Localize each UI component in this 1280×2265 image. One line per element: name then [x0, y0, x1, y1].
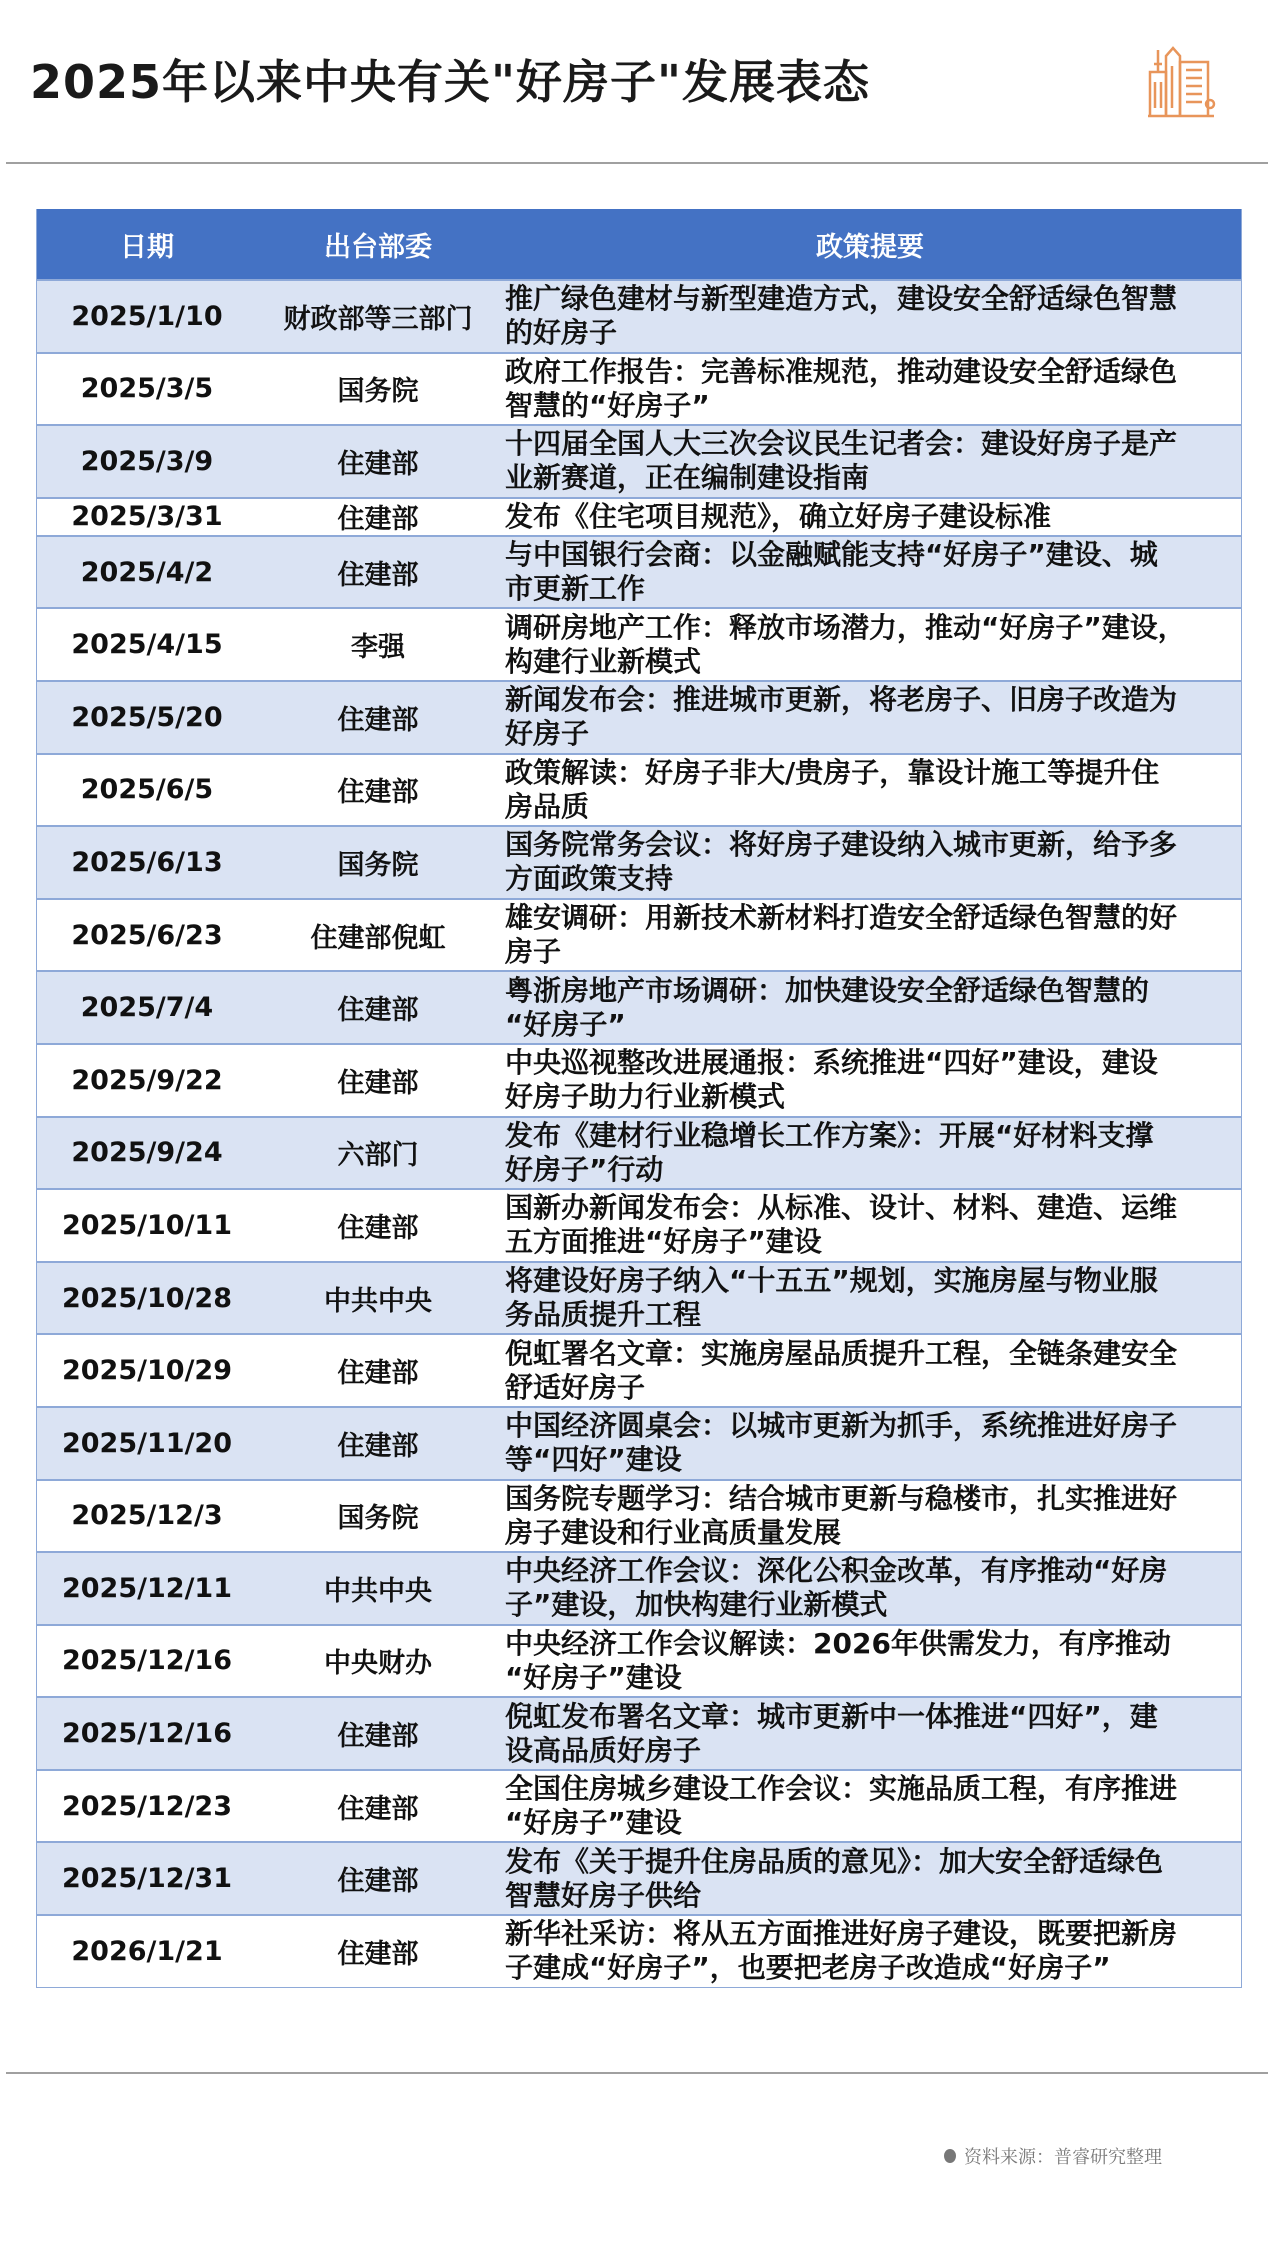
policy-cell: 新华社采访：将从五方面推进好房子建设，既要把新房 子建成“好房子”，也要把老房子改造成“好房子” — [505, 1917, 1178, 1985]
date-cell: 2025/6/5 — [80, 774, 214, 806]
table-row — [37, 1696, 1241, 1769]
department-cell: 李强 — [351, 632, 405, 664]
table-row — [37, 424, 1241, 497]
table-row — [37, 1188, 1241, 1261]
table-row — [37, 352, 1241, 425]
policy-cell: 倪虹发布署名文章：城市更新中一体推进“四好”，建 设高品质好房子 — [505, 1699, 1158, 1767]
table-row — [37, 1043, 1241, 1116]
department-cell: 住建部 — [337, 1721, 419, 1753]
policy-cell: 全国住房城乡建设工作会议：实施品质工程，有序推进 “好房子”建设 — [505, 1772, 1178, 1840]
policy-cell: 发布《关于提升住房品质的意见》：加大安全舒适绿色 智慧好房子供给 — [505, 1844, 1164, 1912]
date-cell: 2025/10/29 — [61, 1355, 232, 1387]
table-row — [37, 1116, 1241, 1189]
table-row — [37, 1551, 1241, 1624]
department-cell: 住建部 — [337, 1866, 419, 1898]
header-date: 日期 — [120, 231, 174, 263]
department-cell: 住建部 — [337, 559, 419, 591]
department-cell: 住建部 — [337, 1358, 419, 1390]
department-cell: 住建部 — [337, 1793, 419, 1825]
department-cell: 六部门 — [337, 1140, 419, 1172]
table-row — [37, 1624, 1241, 1697]
department-cell: 国务院 — [337, 1503, 419, 1535]
table-row — [37, 898, 1241, 971]
header-policy: 政策提要 — [816, 231, 924, 263]
table-row — [37, 680, 1241, 753]
date-cell: 2025/6/23 — [71, 919, 223, 951]
policy-cell: 中央巡视整改进展通报：系统推进“四好”建设，建设 好房子助力行业新模式 — [505, 1046, 1158, 1114]
date-cell: 2025/12/3 — [71, 1500, 223, 1532]
table-row — [37, 1769, 1241, 1842]
department-cell: 住建部 — [337, 1212, 419, 1244]
policy-cell: 发布《建材行业稳增长工作方案》：开展“好材料支撑 好房子”行动 — [505, 1118, 1154, 1186]
policy-cell: 推广绿色建材与新型建造方式，建设安全舒适绿色智慧 的好房子 — [505, 282, 1178, 350]
header-department: 出台部委 — [324, 231, 432, 263]
bullet-icon — [944, 2149, 956, 2163]
department-cell: 中共中央 — [324, 1575, 432, 1607]
department-cell: 国务院 — [337, 376, 419, 408]
policy-cell: 中央经济工作会议解读：2026年供需发力，有序推动 “好房子”建设 — [505, 1626, 1171, 1694]
policy-cell: 雄安调研：用新技术新材料打造安全舒适绿色智慧的好 房子 — [505, 901, 1178, 969]
table-row — [37, 970, 1241, 1043]
department-cell: 中共中央 — [324, 1285, 432, 1317]
date-cell: 2025/12/31 — [61, 1863, 232, 1895]
department-cell: 住建部 — [337, 448, 419, 480]
department-cell: 住建部 — [337, 504, 419, 536]
table-row — [37, 1479, 1241, 1552]
department-cell: 住建部 — [337, 995, 419, 1027]
policy-table — [36, 209, 1242, 1988]
date-cell: 2025/12/16 — [61, 1718, 232, 1750]
date-cell: 2025/3/9 — [80, 445, 214, 477]
table-row — [37, 1914, 1241, 1987]
policy-cell: 与中国银行会商：以金融赋能支持“好房子”建设、城 市更新工作 — [505, 538, 1158, 606]
policy-cell: 十四届全国人大三次会议民生记者会：建设好房子是产 业新赛道，正在编制建设指南 — [505, 427, 1178, 495]
table-body — [37, 279, 1241, 1987]
date-cell: 2025/12/11 — [61, 1572, 232, 1604]
date-cell: 2025/10/28 — [61, 1282, 232, 1314]
table-row — [37, 607, 1241, 680]
date-cell: 2025/5/20 — [71, 701, 223, 733]
source-text: 资料来源：普睿研究整理 — [964, 2147, 1162, 2168]
table-row — [37, 753, 1241, 826]
date-cell: 2025/4/2 — [80, 556, 214, 588]
buildings-icon — [1146, 42, 1216, 118]
department-cell: 住建部 — [337, 777, 419, 809]
table-row — [37, 825, 1241, 898]
date-cell: 2025/6/13 — [71, 846, 223, 878]
department-cell: 住建部倪虹 — [310, 922, 446, 954]
footer-divider — [6, 2072, 1268, 2074]
policy-cell: 粤浙房地产市场调研：加快建设安全舒适绿色智慧的 “好房子” — [505, 973, 1150, 1041]
header-divider — [6, 162, 1268, 164]
date-cell: 2025/12/16 — [61, 1645, 232, 1677]
policy-cell: 中国经济圆桌会：以城市更新为抓手，系统推进好房子 等“四好”建设 — [505, 1409, 1178, 1477]
policy-cell: 政策解读：好房子非大/贵房子，靠设计施工等提升住 房品质 — [505, 755, 1160, 823]
date-cell: 2025/10/11 — [61, 1209, 232, 1241]
policy-cell: 新闻发布会：推进城市更新，将老房子、旧房子改造为 好房子 — [505, 683, 1178, 751]
table-row — [37, 1333, 1241, 1406]
policy-cell: 调研房地产工作：释放市场潜力，推动“好房子”建设， 构建行业新模式 — [505, 610, 1186, 678]
date-cell: 2025/3/5 — [80, 373, 214, 405]
date-cell: 2025/9/24 — [71, 1137, 223, 1169]
policy-cell: 国务院常务会议：将好房子建设纳入城市更新，给予多 方面政策支持 — [505, 828, 1178, 896]
policy-cell: 政府工作报告：完善标准规范，推动建设安全舒适绿色 智慧的“好房子” — [505, 354, 1178, 422]
department-cell: 住建部 — [337, 1938, 419, 1970]
department-cell: 国务院 — [337, 849, 419, 881]
department-cell: 住建部 — [337, 1430, 419, 1462]
date-cell: 2025/11/20 — [61, 1427, 232, 1459]
policy-cell: 国务院专题学习：结合城市更新与稳楼市，扎实推进好 房子建设和行业高质量发展 — [505, 1481, 1178, 1549]
date-cell: 2025/3/31 — [71, 501, 223, 533]
department-cell: 住建部 — [337, 704, 419, 736]
department-cell: 中央财办 — [324, 1648, 432, 1680]
department-cell: 住建部 — [337, 1067, 419, 1099]
date-cell: 2025/12/23 — [61, 1790, 232, 1822]
source-note — [944, 2143, 1162, 2169]
policy-cell: 国新办新闻发布会：从标准、设计、材料、建造、运维 五方面推进“好房子”建设 — [505, 1191, 1178, 1259]
date-cell: 2026/1/21 — [71, 1935, 223, 1967]
date-cell: 2025/7/4 — [80, 992, 214, 1024]
policy-cell: 发布《住宅项目规范》，确立好房子建设标准 — [505, 499, 1052, 533]
date-cell: 2025/1/10 — [71, 300, 223, 332]
table-row — [37, 1841, 1241, 1914]
table-row — [37, 497, 1241, 535]
page-title: 2025年以来中央有关"好房子"发展表态 — [30, 55, 870, 109]
table-row — [37, 1406, 1241, 1479]
policy-cell: 将建设好房子纳入“十五五”规划，实施房屋与物业服 务品质提升工程 — [505, 1264, 1158, 1332]
policy-cell: 中央经济工作会议：深化公积金改革，有序推动“好房 子”建设，加快构建行业新模式 — [505, 1554, 1168, 1622]
table-row — [37, 279, 1241, 352]
table-header — [37, 209, 1241, 279]
table-row — [37, 1261, 1241, 1334]
policy-cell: 倪虹署名文章：实施房屋品质提升工程，全链条建安全 舒适好房子 — [505, 1336, 1178, 1404]
date-cell: 2025/4/15 — [71, 629, 223, 661]
date-cell: 2025/9/22 — [71, 1064, 223, 1096]
department-cell: 财政部等三部门 — [283, 303, 473, 335]
table-row — [37, 535, 1241, 608]
